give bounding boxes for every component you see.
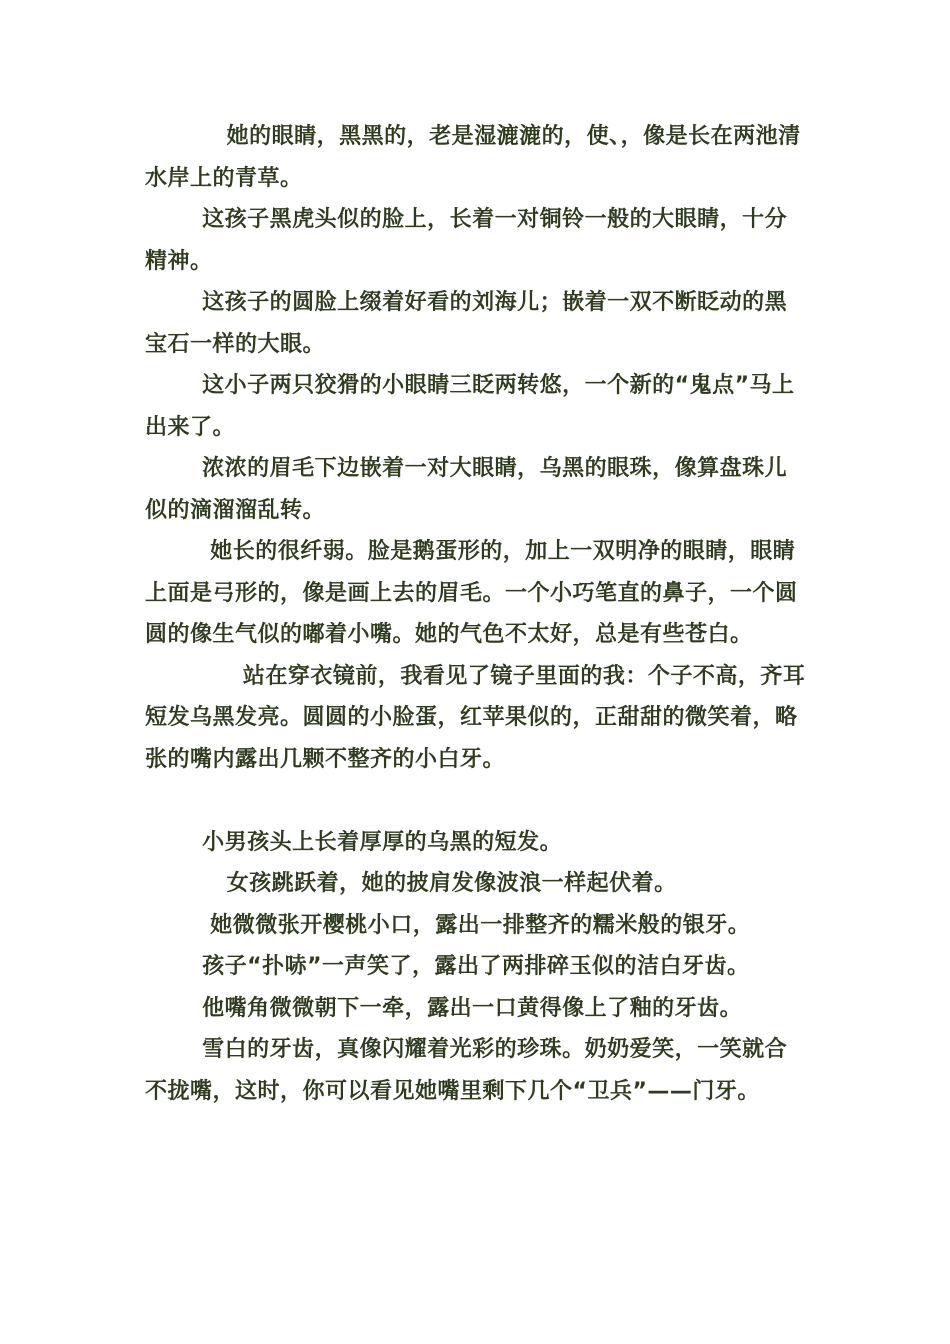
paragraph-tiger-face: 这孩子黑虎头似的脸上，长着一对铜铃一般的大眼睛，十分精神。: [145, 207, 788, 274]
document-body: [145, 116, 807, 1112]
paragraph-laugh-teeth: 孩子“扑哧”一声笑了，露出了两排碎玉似的洁白牙齿。: [145, 954, 750, 979]
paragraph-cherry-mouth: 她微微张开樱桃小口，露出一排整齐的糯米般的银牙。: [145, 912, 751, 938]
paragraph-eyes-clear-water: 她的眼睛，黑黑的，老是湿漉漉的，使、，像是长在两池清水岸上的青草。: [145, 124, 801, 191]
paragraph-shoulder-hair: 女孩跳跃着，她的披肩发像波浪一样起伏着。: [145, 871, 677, 896]
paragraph-short-hair: 小男孩头上长着厚厚的乌黑的短发。: [145, 829, 563, 855]
paragraph-grandma-teeth: 雪白的牙齿，真像闪耀着光彩的珍珠。奶奶爱笑，一笑就合不拢嘴，这时，你可以看见她嘴里剩下几个“卫兵”——门牙。: [145, 1037, 788, 1104]
paragraph-yellow-teeth: 他嘴角微微朝下一牵，露出一口黄得像上了釉的牙齿。: [145, 995, 743, 1021]
paragraph-slender-girl: 她长的很纤弱。脸是鹅蛋形的，加上一双明净的眼睛，眼睛上面是弓形的，像是画上去的眉毛。一个小巧笔直的鼻子，一个圆圆的像生气似的嘟着小嘴。她的气色不太好，总是有些苍白。: [145, 539, 798, 647]
paragraph-round-face-bangs: 这孩子的圆脸上缀着好看的刘海儿；嵌着一双不断眨动的黑宝石一样的大眼。: [145, 290, 788, 357]
paragraph-thick-eyebrows: 浓浓的眉毛下边嵌着一对大眼睛，乌黑的眼珠，像算盘珠儿似的滴溜溜乱转。: [145, 456, 788, 523]
paragraph-sly-eyes: 这小子两只狡猾的小眼睛三眨两转悠，一个新的“鬼点”马上出来了。: [145, 373, 795, 440]
paragraph-spacer: [145, 780, 807, 822]
paragraph-mirror: 站在穿衣镜前，我看见了镜子里面的我：个子不高，齐耳短发乌黑发亮。圆圆的小脸蛋，红苹果似的，正甜甜的微笑着，略张的嘴内露出几颗不整齐的小白牙。: [145, 663, 806, 772]
